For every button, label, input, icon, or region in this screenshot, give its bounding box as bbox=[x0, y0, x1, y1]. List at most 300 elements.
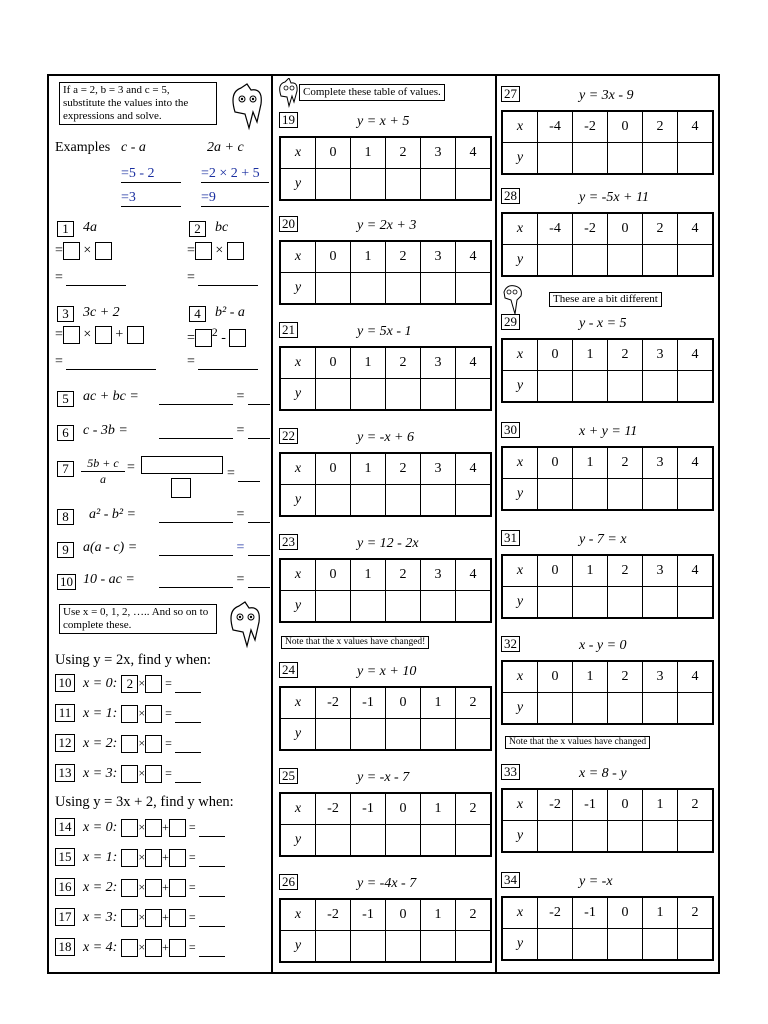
y-answer-cell[interactable] bbox=[386, 485, 421, 517]
answer-line[interactable]: = bbox=[159, 540, 270, 556]
y-answer-cell[interactable] bbox=[456, 169, 492, 201]
table-of-values bbox=[501, 338, 714, 403]
question-number: 15 bbox=[55, 848, 75, 866]
x-value-cell: -2 bbox=[316, 793, 351, 825]
y-row bbox=[502, 245, 713, 277]
answer-box[interactable] bbox=[145, 705, 162, 723]
y-row bbox=[502, 929, 713, 961]
y-answer-cell[interactable] bbox=[421, 719, 456, 751]
answer-line[interactable] bbox=[199, 926, 225, 927]
y-answer-cell[interactable] bbox=[608, 929, 643, 961]
y-answer-cell[interactable] bbox=[608, 587, 643, 619]
x-value-cell: 0 bbox=[316, 559, 351, 591]
x-value-cell: 0 bbox=[608, 111, 643, 143]
y-answer-cell[interactable] bbox=[573, 693, 608, 725]
x-header: x bbox=[280, 241, 316, 273]
question-number: 31 bbox=[501, 530, 520, 546]
y-answer-cell[interactable] bbox=[608, 693, 643, 725]
y-answer-cell[interactable] bbox=[351, 485, 386, 517]
y-answer-cell[interactable] bbox=[316, 591, 351, 623]
x-value-cell: 3 bbox=[643, 661, 678, 693]
y-header: y bbox=[280, 169, 316, 201]
x-value-cell: 3 bbox=[421, 241, 456, 273]
y-answer-cell[interactable] bbox=[678, 479, 714, 511]
question-number: 26 bbox=[279, 874, 298, 890]
x-row bbox=[502, 339, 713, 371]
y-answer-cell[interactable] bbox=[421, 825, 456, 857]
y-row bbox=[280, 485, 491, 517]
y-answer-cell[interactable] bbox=[351, 825, 386, 857]
answer-box[interactable] bbox=[145, 765, 162, 783]
x-value-cell: -1 bbox=[573, 897, 608, 929]
x-value-cell: 4 bbox=[678, 447, 714, 479]
substitution-row bbox=[55, 908, 225, 927]
x-value-cell: 2 bbox=[678, 789, 714, 821]
y-answer-cell[interactable] bbox=[386, 591, 421, 623]
y-answer-cell[interactable] bbox=[678, 371, 714, 403]
example1-answer: =3 bbox=[121, 190, 181, 207]
operator: = bbox=[185, 940, 199, 954]
x-header: x bbox=[502, 555, 538, 587]
equation: y = 5x - 1 bbox=[357, 324, 412, 339]
operator: × bbox=[138, 820, 146, 834]
intro-note: If a = 2, b = 3 and c = 5, substitute the values into the expressions and solve. bbox=[59, 82, 217, 125]
x-value-cell: 0 bbox=[538, 339, 573, 371]
answer-line[interactable] bbox=[199, 866, 225, 867]
question-number: 30 bbox=[501, 422, 520, 438]
x-value-cell: 2 bbox=[386, 137, 421, 169]
answer-box[interactable] bbox=[121, 849, 138, 867]
y-answer-cell[interactable] bbox=[573, 371, 608, 403]
x-header: x bbox=[280, 793, 316, 825]
x-value-cell: -2 bbox=[316, 687, 351, 719]
answer-box[interactable] bbox=[169, 879, 186, 897]
y-answer-cell[interactable] bbox=[678, 821, 714, 853]
fraction bbox=[81, 456, 125, 487]
answer-line[interactable] bbox=[175, 752, 201, 753]
answer-line[interactable] bbox=[199, 896, 225, 897]
x-row bbox=[502, 661, 713, 693]
x-value-cell: 1 bbox=[351, 453, 386, 485]
y-answer-cell[interactable] bbox=[643, 929, 678, 961]
y-answer-cell[interactable] bbox=[678, 693, 714, 725]
examples-label: Examples bbox=[55, 140, 111, 155]
cartoon-face-icon bbox=[227, 82, 267, 132]
answer-line[interactable] bbox=[199, 956, 225, 957]
answer-line[interactable]: = bbox=[55, 354, 156, 370]
y-answer-cell[interactable] bbox=[643, 587, 678, 619]
y-header: y bbox=[280, 931, 316, 963]
x-value-cell: 1 bbox=[573, 339, 608, 371]
table-of-values bbox=[501, 554, 714, 619]
answer-line[interactable]: = bbox=[159, 507, 270, 523]
x-value-cell: 2 bbox=[678, 897, 714, 929]
question-number: 10 bbox=[55, 674, 75, 692]
answer-box[interactable] bbox=[145, 939, 162, 957]
x-value-cell: -2 bbox=[538, 897, 573, 929]
y-row bbox=[502, 587, 713, 619]
y-answer-cell[interactable] bbox=[456, 591, 492, 623]
question-expression: b² - a bbox=[215, 305, 245, 320]
answer-line[interactable] bbox=[175, 782, 201, 783]
x-value-cell: 1 bbox=[573, 555, 608, 587]
x-header: x bbox=[280, 347, 316, 379]
y-answer-cell[interactable] bbox=[351, 379, 386, 411]
answer-box[interactable] bbox=[195, 242, 212, 260]
answer-box[interactable] bbox=[95, 242, 112, 260]
answer-box[interactable] bbox=[121, 879, 138, 897]
question-expression: bc bbox=[215, 220, 229, 235]
y-answer-cell[interactable] bbox=[643, 245, 678, 277]
y-answer-cell[interactable] bbox=[421, 273, 456, 305]
answer-box[interactable] bbox=[171, 478, 191, 498]
x-value-cell: 1 bbox=[643, 897, 678, 929]
y-answer-cell[interactable] bbox=[316, 825, 351, 857]
answer-box[interactable] bbox=[145, 675, 162, 693]
x-value-cell: 0 bbox=[386, 687, 421, 719]
header-note: Complete these table of values. bbox=[299, 84, 445, 101]
y-answer-cell[interactable] bbox=[573, 821, 608, 853]
y-header: y bbox=[280, 825, 316, 857]
y-answer-cell[interactable] bbox=[538, 821, 573, 853]
x-row bbox=[502, 555, 713, 587]
operator: + bbox=[162, 940, 169, 954]
example2-expression: 2a + c bbox=[207, 140, 244, 155]
operator: = bbox=[162, 676, 175, 690]
answer-box[interactable] bbox=[121, 705, 138, 723]
y-answer-cell[interactable] bbox=[608, 479, 643, 511]
x-value-label: x = 2: bbox=[83, 736, 118, 751]
answer-line[interactable]: = bbox=[187, 354, 258, 370]
question-number: 24 bbox=[279, 662, 298, 678]
y-answer-cell[interactable] bbox=[643, 143, 678, 175]
answer-line[interactable] bbox=[175, 722, 201, 723]
answer-box[interactable] bbox=[121, 939, 138, 957]
y-answer-cell[interactable] bbox=[456, 379, 492, 411]
answer-box[interactable] bbox=[121, 765, 138, 783]
table-of-values bbox=[501, 446, 714, 511]
y-answer-cell[interactable] bbox=[386, 825, 421, 857]
substitution-row bbox=[55, 704, 201, 723]
example1-expression: c - a bbox=[121, 140, 146, 155]
changed-note: Note that the x values have changed bbox=[505, 736, 650, 749]
question-number: 20 bbox=[279, 216, 298, 232]
equation: y = x + 10 bbox=[357, 664, 417, 679]
x-value-cell: 4 bbox=[456, 241, 492, 273]
y-answer-cell[interactable] bbox=[573, 143, 608, 175]
question-number: 29 bbox=[501, 314, 520, 330]
equation: y - 7 = x bbox=[579, 532, 627, 547]
answer-line[interactable]: = bbox=[187, 270, 258, 286]
y-answer-cell[interactable] bbox=[456, 273, 492, 305]
y-answer-cell[interactable] bbox=[643, 821, 678, 853]
right-column bbox=[497, 76, 718, 972]
y-answer-cell[interactable] bbox=[573, 479, 608, 511]
question-number: 16 bbox=[55, 878, 75, 896]
y-answer-cell[interactable] bbox=[678, 245, 714, 277]
x-value-cell: 2 bbox=[386, 241, 421, 273]
y-answer-cell[interactable] bbox=[316, 719, 351, 751]
y-answer-cell[interactable] bbox=[643, 371, 678, 403]
x-value-cell: 1 bbox=[643, 789, 678, 821]
y-answer-cell[interactable] bbox=[386, 719, 421, 751]
answer-box[interactable] bbox=[63, 242, 80, 260]
y-answer-cell[interactable] bbox=[421, 379, 456, 411]
operator: + bbox=[162, 820, 169, 834]
fraction-denominator: a bbox=[100, 472, 106, 486]
x-value-cell: 0 bbox=[316, 137, 351, 169]
y-answer-cell[interactable] bbox=[386, 379, 421, 411]
x-header: x bbox=[502, 339, 538, 371]
y-answer-cell[interactable] bbox=[608, 371, 643, 403]
answer-box[interactable] bbox=[229, 329, 246, 347]
x-value-cell: 4 bbox=[678, 555, 714, 587]
x-value-cell: 4 bbox=[678, 213, 714, 245]
y-answer-cell[interactable] bbox=[538, 371, 573, 403]
substitution-row bbox=[55, 734, 201, 753]
x-value-cell: 1 bbox=[421, 793, 456, 825]
table-of-values bbox=[279, 558, 492, 623]
y-answer-cell[interactable] bbox=[573, 929, 608, 961]
y-header: y bbox=[502, 479, 538, 511]
y-answer-cell[interactable] bbox=[456, 485, 492, 517]
y-answer-cell[interactable] bbox=[316, 931, 351, 963]
y-answer-cell[interactable] bbox=[573, 245, 608, 277]
y-answer-cell[interactable] bbox=[456, 931, 492, 963]
substitution-row bbox=[55, 818, 225, 837]
answer-box[interactable] bbox=[145, 879, 162, 897]
answer-box[interactable] bbox=[95, 326, 112, 344]
y-answer-cell[interactable] bbox=[316, 169, 351, 201]
worksheet bbox=[47, 74, 720, 974]
y-answer-cell[interactable] bbox=[421, 485, 456, 517]
answer-line[interactable] bbox=[199, 836, 225, 837]
operator: × bbox=[138, 850, 146, 864]
y-answer-cell[interactable] bbox=[538, 479, 573, 511]
answer-box[interactable] bbox=[169, 939, 186, 957]
y-header: y bbox=[502, 821, 538, 853]
question-number: 28 bbox=[501, 188, 520, 204]
table-of-values bbox=[279, 346, 492, 411]
equation: y = x + 5 bbox=[357, 114, 410, 129]
answer-box[interactable]: 2 bbox=[121, 675, 138, 693]
instruction-heading: Using y = 2x, find y when: bbox=[55, 652, 211, 668]
operator: = bbox=[185, 910, 199, 924]
question-number: 4 bbox=[189, 306, 206, 322]
table-of-values bbox=[501, 660, 714, 725]
x-value-cell: -1 bbox=[351, 899, 386, 931]
y-answer-cell[interactable] bbox=[386, 931, 421, 963]
question-number: 33 bbox=[501, 764, 520, 780]
operator: = bbox=[185, 850, 199, 864]
answer-box[interactable] bbox=[195, 329, 212, 347]
y-header: y bbox=[280, 273, 316, 305]
y-row bbox=[502, 693, 713, 725]
question-expression: 4a bbox=[83, 220, 97, 235]
question-number: 17 bbox=[55, 908, 75, 926]
y-answer-cell[interactable] bbox=[421, 591, 456, 623]
y-answer-cell[interactable] bbox=[538, 929, 573, 961]
answer-line[interactable]: = bbox=[159, 572, 270, 588]
x-value-cell: 1 bbox=[573, 661, 608, 693]
operator: × bbox=[138, 736, 146, 750]
y-answer-cell[interactable] bbox=[608, 245, 643, 277]
answer-box[interactable] bbox=[169, 849, 186, 867]
x-value-cell: 3 bbox=[421, 559, 456, 591]
question-number: 14 bbox=[55, 818, 75, 836]
y-answer-cell[interactable] bbox=[351, 931, 386, 963]
x-value-cell: 3 bbox=[643, 555, 678, 587]
answer-line[interactable]: = bbox=[159, 423, 270, 439]
y-answer-cell[interactable] bbox=[456, 719, 492, 751]
answer-line[interactable]: = bbox=[159, 389, 270, 405]
x-value-cell: 4 bbox=[678, 661, 714, 693]
question-number: 10 bbox=[57, 574, 76, 590]
y-answer-cell[interactable] bbox=[421, 169, 456, 201]
operator: × bbox=[138, 880, 146, 894]
x-value-cell: 0 bbox=[316, 241, 351, 273]
answer-box[interactable] bbox=[121, 735, 138, 753]
question-number: 9 bbox=[57, 542, 74, 558]
x-value-cell: 0 bbox=[316, 453, 351, 485]
y-answer-cell[interactable] bbox=[351, 273, 386, 305]
y-answer-cell[interactable] bbox=[316, 273, 351, 305]
equals-sign: = bbox=[127, 460, 135, 475]
x-value-cell: -4 bbox=[538, 213, 573, 245]
x-row bbox=[280, 793, 491, 825]
left-column bbox=[49, 76, 273, 972]
y-row bbox=[280, 591, 491, 623]
y-answer-cell[interactable] bbox=[608, 821, 643, 853]
equation: y = 3x - 9 bbox=[579, 88, 634, 103]
answer-box[interactable] bbox=[141, 456, 223, 474]
y-answer-cell[interactable] bbox=[643, 693, 678, 725]
x-row bbox=[280, 687, 491, 719]
x-value-cell: 2 bbox=[456, 793, 492, 825]
x-row bbox=[280, 137, 491, 169]
answer-box[interactable] bbox=[145, 819, 162, 837]
answer-box[interactable] bbox=[169, 909, 186, 927]
answer-line[interactable]: = bbox=[227, 466, 260, 482]
substitution-row bbox=[55, 764, 201, 783]
y-answer-cell[interactable] bbox=[538, 143, 573, 175]
question-expression: 10 - ac = bbox=[83, 572, 135, 587]
answer-box[interactable] bbox=[169, 819, 186, 837]
y-answer-cell[interactable] bbox=[421, 931, 456, 963]
y-answer-cell[interactable] bbox=[538, 587, 573, 619]
equation: y - x = 5 bbox=[579, 316, 627, 331]
y-answer-cell[interactable] bbox=[316, 485, 351, 517]
x-value-cell: -1 bbox=[351, 793, 386, 825]
answer-box[interactable] bbox=[127, 326, 144, 344]
question-number: 2 bbox=[189, 221, 206, 237]
table-of-values bbox=[501, 110, 714, 175]
operator: = bbox=[185, 880, 199, 894]
x-value-cell: 0 bbox=[608, 213, 643, 245]
operator: × bbox=[138, 706, 146, 720]
question-number: 5 bbox=[57, 391, 74, 407]
question-number: 13 bbox=[55, 764, 75, 782]
middle-column bbox=[273, 76, 497, 972]
equation: y = -x bbox=[579, 874, 613, 889]
x-header: x bbox=[280, 137, 316, 169]
answer-box[interactable] bbox=[145, 849, 162, 867]
answer-boxes: = × + bbox=[55, 326, 144, 344]
y-answer-cell[interactable] bbox=[456, 825, 492, 857]
x-row bbox=[502, 897, 713, 929]
x-value-cell: 0 bbox=[538, 661, 573, 693]
y-answer-cell[interactable] bbox=[386, 169, 421, 201]
y-answer-cell[interactable] bbox=[643, 479, 678, 511]
y-answer-cell[interactable] bbox=[678, 587, 714, 619]
x-header: x bbox=[280, 687, 316, 719]
x-header: x bbox=[280, 899, 316, 931]
x-value-cell: -2 bbox=[316, 899, 351, 931]
x-value-cell: 2 bbox=[386, 559, 421, 591]
substitution-row bbox=[55, 674, 201, 693]
y-answer-cell[interactable] bbox=[678, 929, 714, 961]
equation: y = -5x + 11 bbox=[579, 190, 649, 205]
answer-box[interactable] bbox=[145, 735, 162, 753]
x-value-cell: 1 bbox=[351, 137, 386, 169]
x-value-cell: 1 bbox=[573, 447, 608, 479]
y-answer-cell[interactable] bbox=[351, 169, 386, 201]
x-value-cell: 3 bbox=[421, 347, 456, 379]
x-value-cell: 3 bbox=[643, 447, 678, 479]
answer-box[interactable] bbox=[121, 909, 138, 927]
x-value-label: x = 2: bbox=[83, 880, 118, 895]
table-of-values bbox=[279, 898, 492, 963]
example2-step1: =2 × 2 + 5 bbox=[201, 166, 269, 183]
table-of-values bbox=[501, 212, 714, 277]
table-of-values bbox=[279, 792, 492, 857]
x-value-cell: 1 bbox=[421, 899, 456, 931]
y-answer-cell[interactable] bbox=[351, 719, 386, 751]
table-of-values bbox=[279, 240, 492, 305]
answer-box[interactable] bbox=[63, 326, 80, 344]
answer-box[interactable] bbox=[227, 242, 244, 260]
x-value-cell: 1 bbox=[351, 241, 386, 273]
question-number: 7 bbox=[57, 461, 74, 477]
x-value-cell: 1 bbox=[351, 347, 386, 379]
answer-line[interactable] bbox=[175, 692, 201, 693]
y-answer-cell[interactable] bbox=[386, 273, 421, 305]
y-header: y bbox=[502, 143, 538, 175]
instruction-heading: Using y = 3x + 2, find y when: bbox=[55, 794, 234, 810]
operator: = bbox=[185, 820, 199, 834]
answer-box[interactable] bbox=[121, 819, 138, 837]
answer-line[interactable]: = bbox=[55, 270, 126, 286]
y-answer-cell[interactable] bbox=[678, 143, 714, 175]
x-value-cell: 1 bbox=[421, 687, 456, 719]
question-number: 6 bbox=[57, 425, 74, 441]
y-answer-cell[interactable] bbox=[351, 591, 386, 623]
x-value-cell: 3 bbox=[421, 453, 456, 485]
equation: y = 12 - 2x bbox=[357, 536, 419, 551]
question-number: 12 bbox=[55, 734, 75, 752]
y-answer-cell[interactable] bbox=[316, 379, 351, 411]
cartoon-face-icon bbox=[225, 600, 265, 650]
y-answer-cell[interactable] bbox=[538, 245, 573, 277]
answer-box[interactable] bbox=[145, 909, 162, 927]
y-answer-cell[interactable] bbox=[538, 693, 573, 725]
y-answer-cell[interactable] bbox=[608, 143, 643, 175]
x-row bbox=[280, 347, 491, 379]
y-answer-cell[interactable] bbox=[573, 587, 608, 619]
fraction-numerator: 5b + c bbox=[81, 456, 125, 472]
y-row bbox=[280, 379, 491, 411]
operator: × bbox=[138, 676, 146, 690]
